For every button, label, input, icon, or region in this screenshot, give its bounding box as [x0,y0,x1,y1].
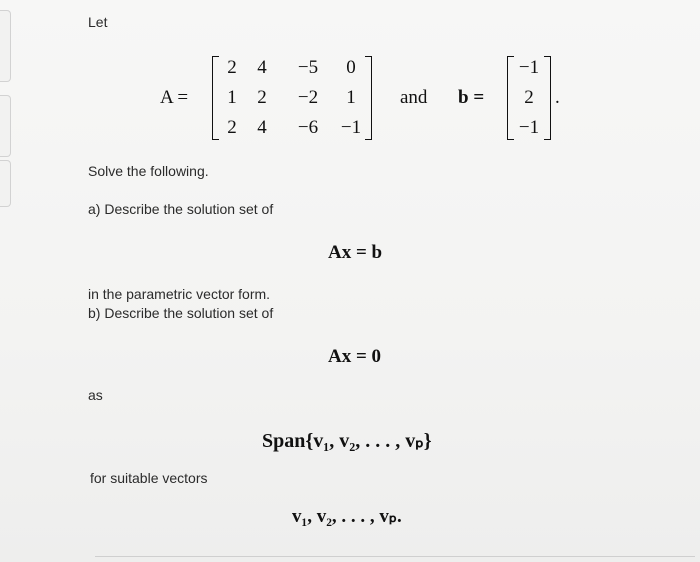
matrix-a-cell: 1 [227,87,237,108]
matrix-a-cell: 2 [227,117,237,138]
part-a-prompt: a) Describe the solution set of [88,201,274,217]
part-b-equation: Ax = 0 [328,346,382,367]
vector-b [507,56,551,140]
part-a-suffix: in the parametric vector form. [88,286,271,302]
instruction-text: Solve the following. [88,163,209,179]
matrix-a-label: A = [160,87,189,108]
matrix-a-cell: −1 [340,117,362,138]
vector-b-right-bracket [544,56,551,140]
matrix-a-cell: 2 [257,87,267,108]
vector-b-cell: 2 [524,87,534,108]
paper-edge [0,160,11,207]
matrix-a-cell: 0 [346,57,356,78]
matrix-a-cell: −6 [297,117,319,138]
vector-b-label: b = [458,87,485,108]
vectors-list: v₁, v₂, . . . , vₚ. [292,506,402,527]
vector-b-cell: −1 [518,57,540,78]
intro-text: Let [88,14,108,30]
part-a-equation: Ax = b [328,242,383,263]
matrix-a-cell: 4 [257,57,267,78]
paper-edge [0,95,11,157]
part-b-prompt: b) Describe the solution set of [88,305,274,321]
divider [95,556,695,557]
matrix-a [212,56,372,140]
vector-b-period: . [555,87,560,108]
vectors-prompt: for suitable vectors [90,470,208,486]
matrix-a-cell: 1 [346,87,356,108]
matrix-a-cell: −5 [297,57,319,78]
span-expression: Span{v₁, v₂, . . . , vₚ} [262,430,432,452]
and-text: and [400,87,428,108]
paper-edge [0,10,11,82]
part-b-as-text: as [88,387,103,403]
matrix-a-cell: −2 [297,87,319,108]
matrix-a-left-bracket [212,56,219,140]
matrix-a-cell: 2 [227,57,237,78]
vector-b-cell: −1 [518,117,540,138]
matrix-a-cell: 4 [257,117,267,138]
